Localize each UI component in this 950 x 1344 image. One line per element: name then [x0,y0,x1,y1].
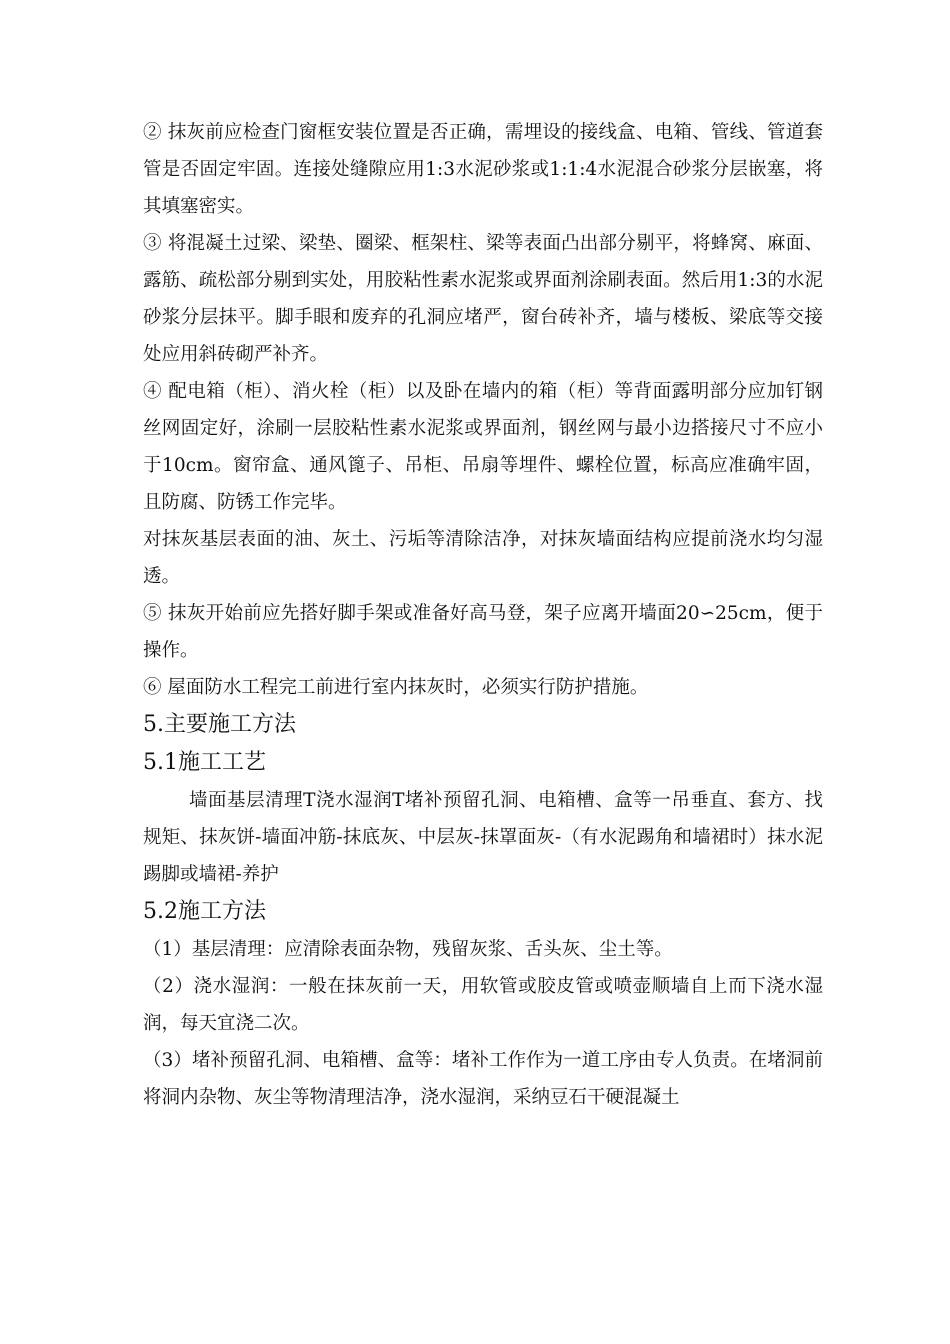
section-heading-5-1: 5.1施工工艺 [143,750,266,775]
method-step-3: （3）堵补预留孔洞、电箱槽、盒等：堵补工作作为一道工序由专人负责。在堵洞前将洞内杂物、灰尘等物清理洁净，浇水湿润，采纳豆石干硬混凝土 [143,1050,823,1108]
paragraph-item-3: ③ 将混凝土过梁、梁垫、圈梁、框架柱、梁等表面凸出部分剔平，将蜂窝、麻面、露筋、疏松部分剔到实处，用胶粘性素水泥浆或界面剂涂刷表面。然后用1:3的水泥砂浆分层抹平。脚手眼和废弃的孔洞应堵严，窗台砖补齐，墙与楼板、梁底等交接处应用斜砖砌严补齐。 [143,233,823,365]
section-heading-5: 5.主要施工方法 [143,712,296,737]
paragraph-cleaning-note: 对抹灰基层表面的油、灰土、污垢等清除洁净，对抹灰墙面结构应提前浇水均匀湿透。 [143,529,823,587]
process-flow-text: 墙面基层清理T浇水湿润T堵补预留孔洞、电箱槽、盒等一吊垂直、套方、找规矩、抹灰饼-墙面冲筋-抹底灰、中层灰-抹罩面灰-（有水泥踢角和墙裙时）抹水泥踢脚或墙裙-养护 [143,790,823,885]
method-step-1: （1）基层清理：应清除表面杂物，残留灰浆、舌头灰、尘土等。 [143,939,673,960]
method-step-2: （2）浇水湿润：一般在抹灰前一天，用软管或胶皮管或喷壶顺墙自上而下浇水湿润，每天宜浇二次。 [143,976,823,1034]
section-heading-5-2: 5.2施工方法 [143,899,266,924]
document-body [143,114,823,1116]
paragraph-item-5: ⑤ 抹灰开始前应先搭好脚手架或准备好高马登，架子应离开墙面20∽25cm，便于操作。 [143,603,823,661]
paragraph-item-6: ⑥ 屋面防水工程完工前进行室内抹灰时，必须实行防护措施。 [143,677,649,698]
paragraph-item-4: ④ 配电箱（柜）、消火栓（柜）以及卧在墙内的箱（柜）等背面露明部分应加钉钢丝网固定好，涂刷一层胶粘性素水泥浆或界面剂，钢丝网与最小边搭接尺寸不应小于10cm。窗帘盒、通风篦子、吊柜、吊扇等埋件、螺栓位置，标高应准确牢固，且防腐、防锈工作完毕。 [143,381,823,513]
paragraph-item-2: ② 抹灰前应检查门窗框安装位置是否正确，需埋设的接线盒、电箱、管线、管道套管是否固定牢固。连接处缝隙应用1:3水泥砂浆或1:1:4水泥混合砂浆分层嵌塞，将其填塞密实。 [143,122,823,217]
